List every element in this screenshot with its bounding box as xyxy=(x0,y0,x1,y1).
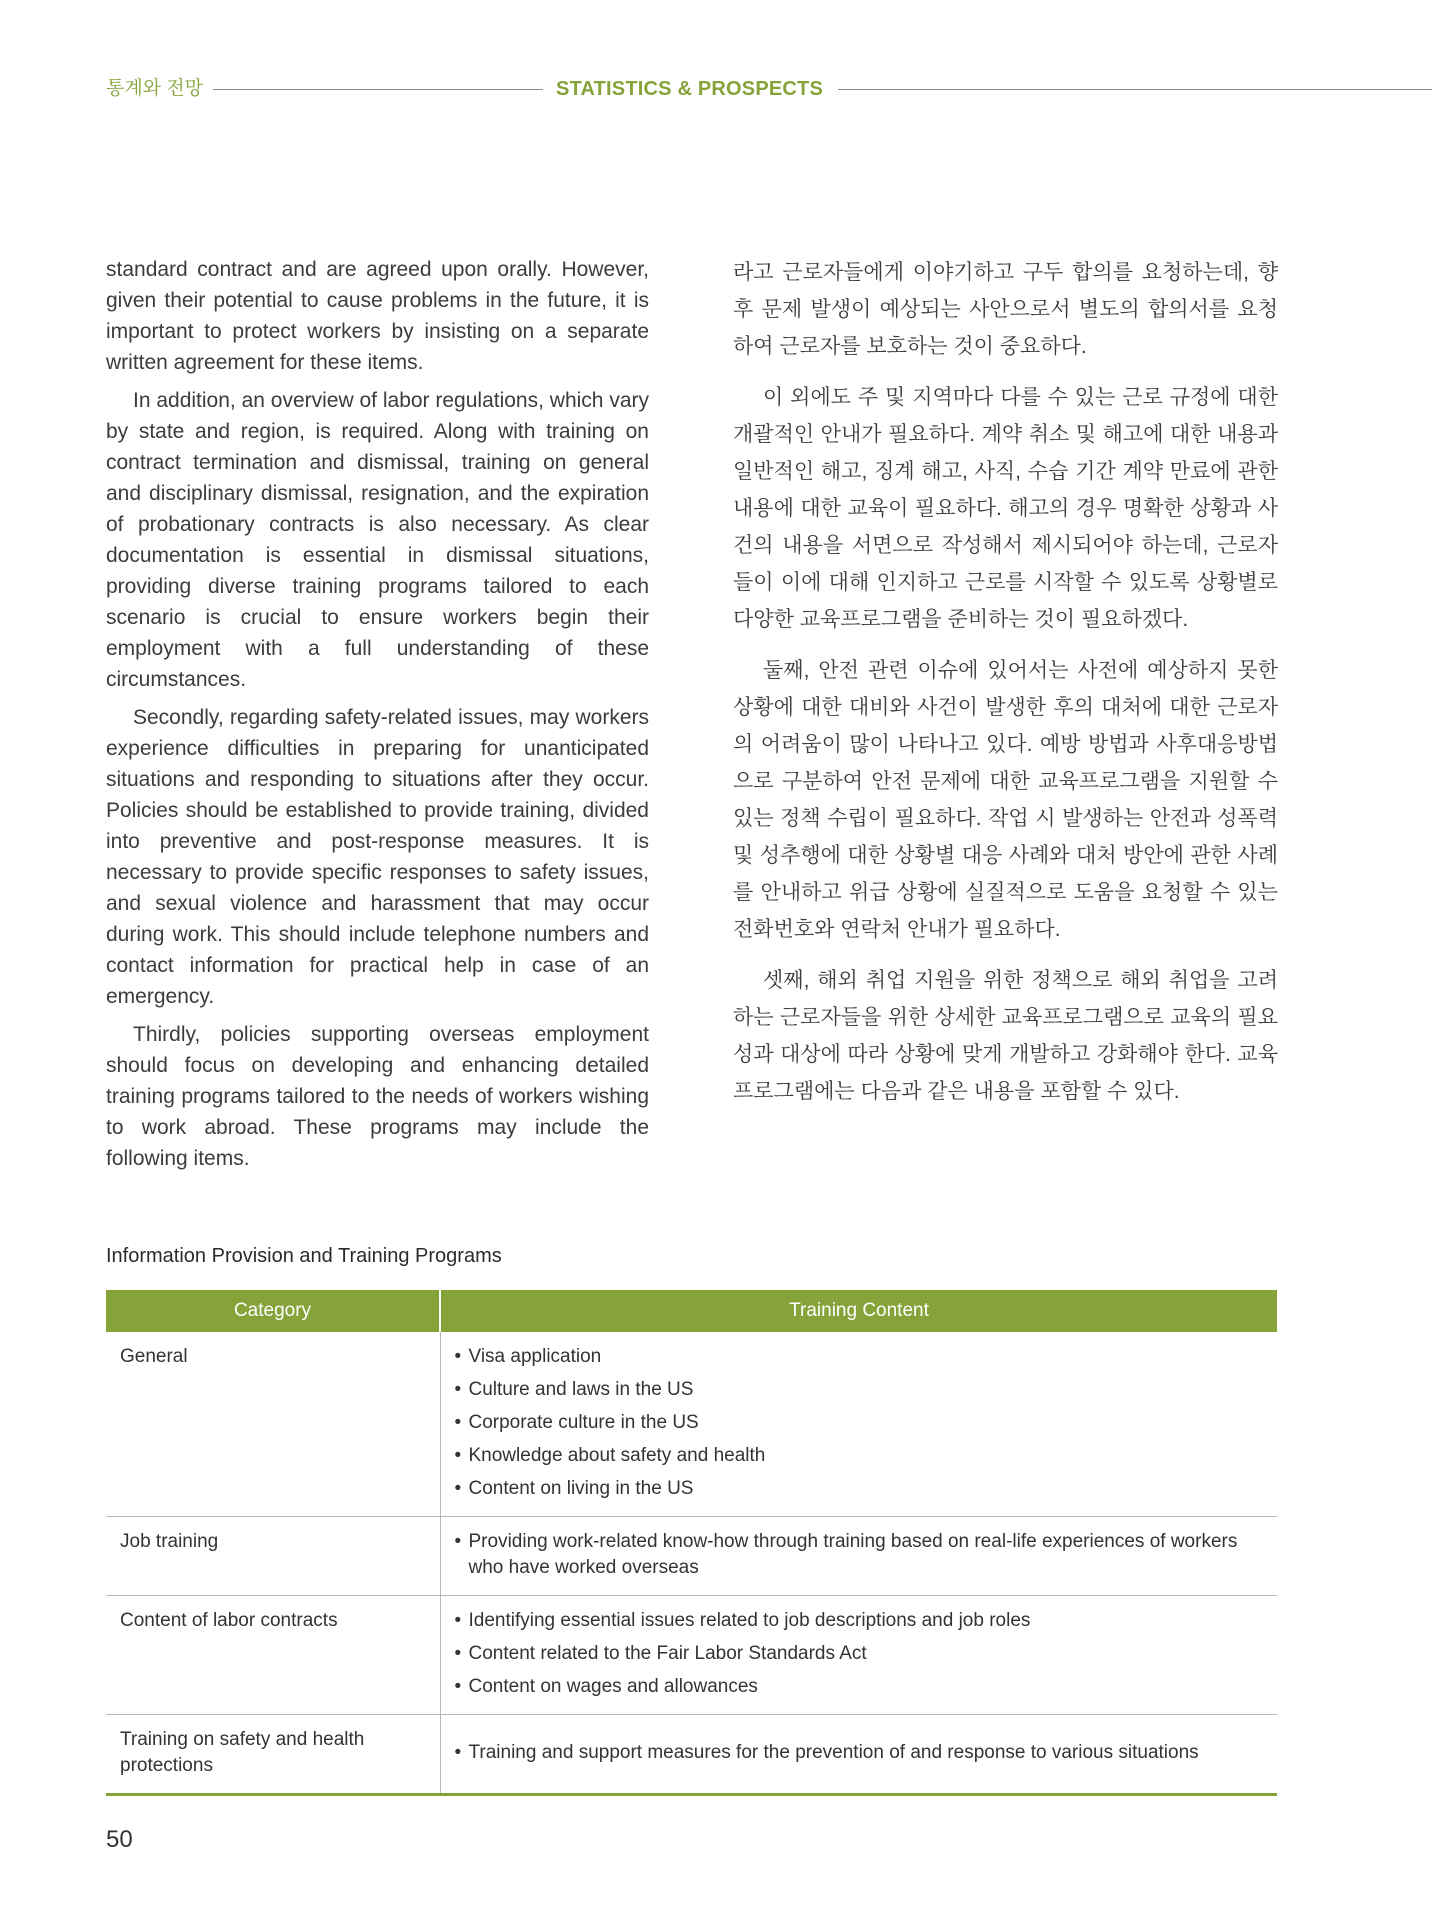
paragraph: 이 외에도 주 및 지역마다 다를 수 있는 근로 규정에 대한 개괄적인 안내가 필요하다. 계약 취소 및 해고에 대한 내용과 일반적인 해고, 징계 해고, 사직, 수습 기간 계약 만료에 관한 내용에 대한 교육이 필요하다. 해고의 경우 명확한 상황과 사건의 내용을 서면으로 작성해서 제시되어야 하는데, 근로자들이 이에 대해 인지하고 근로를 시작할 수 있도록 상황별로 다양한 교육프로그램을 준비하는 것이 필요하겠다. xyxy=(733,386,1278,631)
content-cell xyxy=(440,1596,1277,1715)
paragraph: 둘째, 안전 관련 이슈에 있어서는 사전에 예상하지 못한 상황에 대한 대비와 사건이 발생한 후의 대처에 대한 근로자의 어려움이 많이 나타나고 있다. 예방 방법과 사후대응방법으로 구분하여 안전 문제에 대한 교육프로그램을 지원할 수 있는 정책 수립이 필요하다. 작업 시 발생하는 안전과 성폭력 및 성추행에 대한 상황별 대응 사례와 대처 방안에 관한 사례를 안내하고 위급 상황에 실질적으로 도움을 요청할 수 있는 전화번호와 연락처 안내가 필요하다. xyxy=(733,659,1278,941)
table-header-row xyxy=(106,1290,1277,1332)
list-item: • Corporate culture in the US xyxy=(455,1410,1264,1436)
right-text-column xyxy=(733,254,1278,1124)
paragraph: standard contract and are agreed upon orally. However, given their potential to cause problems in the future, it is important to protect workers by insisting on a separate written agreement for these items. xyxy=(106,258,649,374)
training-programs-table xyxy=(106,1290,1277,1796)
category-cell: Content of labor contracts xyxy=(106,1596,440,1715)
content-cell xyxy=(440,1517,1277,1596)
paragraph: Thirdly, policies supporting overseas employment should focus on developing and enhancing detailed training programs tailored to the needs of workers wishing to work abroad. These programs may include the following items. xyxy=(106,1023,649,1170)
category-cell: Job training xyxy=(106,1517,440,1596)
list-item: • Content related to the Fair Labor Standards Act xyxy=(455,1641,1264,1667)
content-cell xyxy=(440,1332,1277,1517)
list-item: • Visa application xyxy=(455,1344,1264,1370)
paragraph: In addition, an overview of labor regulations, which vary by state and region, is required. Along with training on contract termination and dismissal, training on general and disciplinary dismissal, resignation, and the expiration of probationary contracts is also necessary. As clear documentation is essential in dismissal situations, providing diverse training programs tailored to each scenario is crucial to ensure workers begin their employment with a full understanding of these circumstances. xyxy=(106,389,649,691)
header-rule xyxy=(213,89,543,90)
paragraph: 셋째, 해외 취업 지원을 위한 정책으로 해외 취업을 고려하는 근로자들을 위한 상세한 교육프로그램으로 교육의 필요성과 대상에 따라 상황에 맞게 개발하고 강화해야 한다. 교육프로그램에는 다음과 같은 내용을 포함할 수 있다. xyxy=(733,969,1278,1103)
list-item: • Culture and laws in the US xyxy=(455,1377,1264,1403)
page-number: 50 xyxy=(106,1826,133,1853)
left-text-column xyxy=(106,254,649,1181)
list-item: • Training and support measures for the prevention of and response to various situations xyxy=(455,1740,1264,1766)
content-cell xyxy=(440,1715,1277,1795)
list-item: • Identifying essential issues related to job descriptions and job roles xyxy=(455,1608,1264,1634)
category-cell: Training on safety and health protections xyxy=(106,1715,440,1795)
table-row xyxy=(106,1332,1277,1517)
table-title: Information Provision and Training Programs xyxy=(106,1245,502,1267)
paragraph: Secondly, regarding safety-related issues, may workers experience difficulties in preparing for unanticipated situations and responding to situations after they occur. Policies should be established to provide training, divided into preventive and post-response measures. It is necessary to provide specific responses to safety issues, and sexual violence and harassment that may occur during work. This should include telephone numbers and contact information for practical help in case of an emergency. xyxy=(106,706,649,1008)
list-item: • Knowledge about safety and health xyxy=(455,1443,1264,1469)
table-row xyxy=(106,1715,1277,1795)
column-header-category: Category xyxy=(106,1290,440,1332)
list-item: • Providing work-related know-how through training based on real-life experiences of workers who have worked overseas xyxy=(455,1529,1264,1581)
column-header-training-content: Training Content xyxy=(440,1290,1277,1332)
section-title-english: STATISTICS & PROSPECTS xyxy=(556,78,824,100)
running-header xyxy=(0,76,1432,104)
table-row xyxy=(106,1596,1277,1715)
paragraph: 라고 근로자들에게 이야기하고 구두 합의를 요청하는데, 향후 문제 발생이 예상되는 사안으로서 별도의 합의서를 요청하여 근로자를 보호하는 것이 중요하다. xyxy=(733,261,1278,358)
section-title-korean: 통계와 전망 xyxy=(106,78,204,99)
table-row xyxy=(106,1517,1277,1596)
list-item: • Content on living in the US xyxy=(455,1476,1264,1502)
category-cell: General xyxy=(106,1332,440,1517)
header-rule xyxy=(838,89,1432,90)
list-item: • Content on wages and allowances xyxy=(455,1674,1264,1700)
